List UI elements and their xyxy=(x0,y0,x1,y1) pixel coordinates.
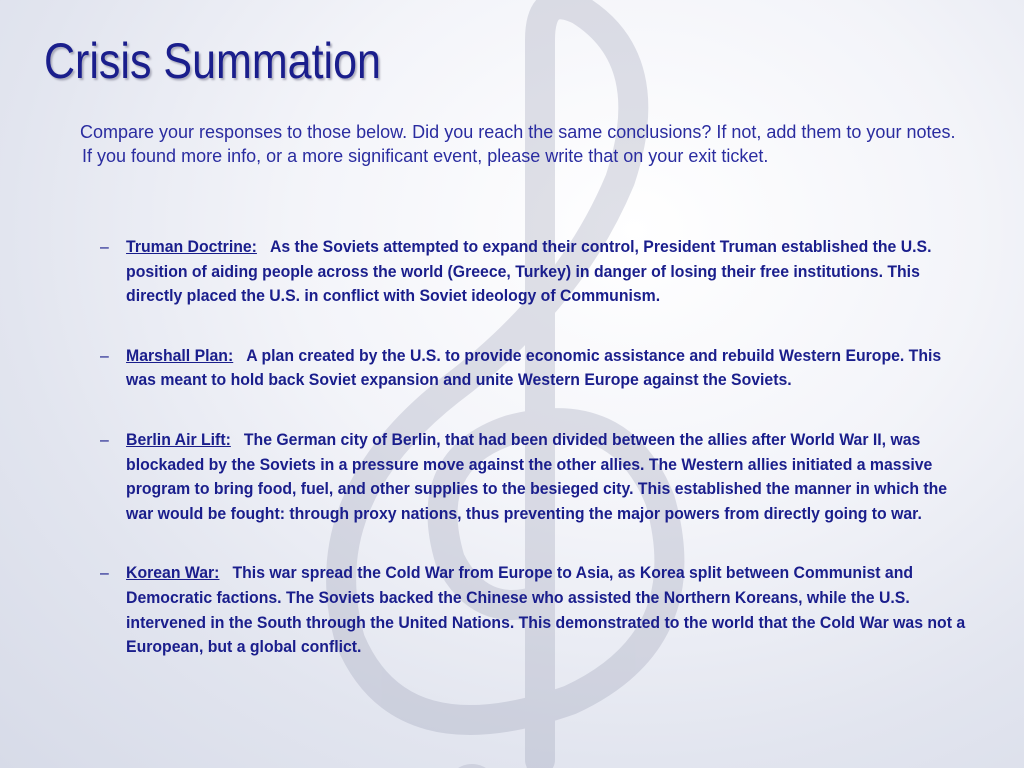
item-description: The German city of Berlin, that had been divided between the allies after World War II, was blockaded by the Soviets in a pressure move against the other allies. The Western allies initiated a massive program to bring food, fuel, and other supplies to the besieged city. This established the manner in which the war would be fought: through proxy nations, thus preventing the major powers from directly going to war. xyxy=(126,429,948,523)
item-description: As the Soviets attempted to expand their control, President Truman established the U.S. position of aiding people across the world (Greece, Turkey) in danger of losing their free institutions. This directly placed the U.S. in conflict with Soviet ideology of Communism. xyxy=(126,237,932,306)
list-item-marshall-plan xyxy=(100,344,968,393)
dash-bullet: – xyxy=(100,563,109,583)
dash-bullet: – xyxy=(100,237,109,256)
intro-paragraph xyxy=(64,120,962,168)
list-item-truman-doctrine xyxy=(100,235,968,309)
item-term: Marshall Plan: xyxy=(126,345,234,365)
dash-bullet: – xyxy=(100,429,109,449)
item-term: Korean War: xyxy=(126,563,220,583)
list-item-berlin-air-lift xyxy=(100,428,968,526)
item-term: Berlin Air Lift: xyxy=(126,429,231,449)
event-list xyxy=(100,235,970,660)
item-description: This war spread the Cold War from Europe to Asia, as Korea split between Communist and Democratic factions. The Soviets backed the Chinese who assisted the Northern Koreans, while the U.S. intervened in the South through the United Nations. This demonstrated to the world that the Cold War was not a European, but a global conflict. xyxy=(126,563,966,657)
item-term: Truman Doctrine: xyxy=(126,237,257,256)
item-description: A plan created by the U.S. to provide economic assistance and rebuild Western Europe. This was meant to hold back Soviet expansion and unite Western Europe against the Soviets. xyxy=(126,345,942,390)
slide-title: Crisis Summation xyxy=(44,33,381,89)
intro-text: Compare your responses to those below. Did you reach the same conclusions? If not, add them to your notes. If you found more info, or a more significant event, please write that on your exit ticket. xyxy=(80,122,956,166)
dash-bullet: – xyxy=(100,345,109,365)
list-item-korean-war xyxy=(100,561,968,659)
